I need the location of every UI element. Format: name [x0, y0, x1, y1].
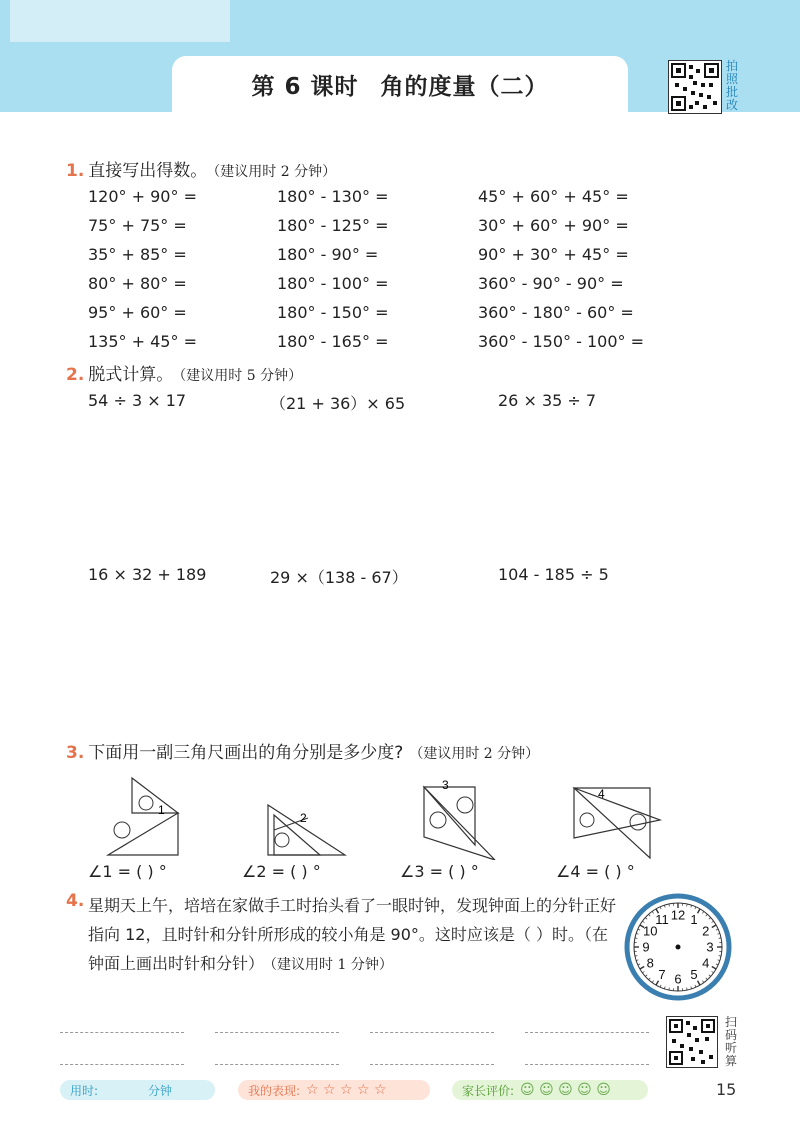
lesson-topic: 角的度量（二）	[380, 73, 549, 100]
clock-face[interactable]	[624, 893, 732, 1001]
clock-number: 5	[690, 967, 698, 983]
q1-item: 360° - 90° - 90° =	[478, 274, 624, 293]
parent-label: 家长评价:	[462, 1083, 515, 1098]
q1-item: 180° - 90° =	[277, 245, 379, 264]
qr-code-top[interactable]	[668, 60, 722, 114]
q2-heading: 2. 脱式计算。 （建议用时 5 分钟）	[66, 365, 303, 385]
clock-number: 6	[674, 971, 682, 987]
qr-code-bottom[interactable]	[666, 1016, 718, 1068]
q2-expression: 29 ×（138 - 67）	[270, 568, 408, 587]
header-accent	[10, 0, 230, 42]
q1-item: 180° - 165° =	[277, 332, 389, 351]
clock-number: 4	[702, 955, 710, 971]
q2-expression: 16 × 32 + 189	[88, 565, 207, 584]
q3-answer[interactable]: ∠3 = ( ) °	[400, 862, 479, 881]
q1-item: 30° + 60° + 90° =	[478, 216, 629, 235]
clock-number: 1	[690, 911, 698, 927]
q1-item: 360° - 180° - 60° =	[478, 303, 634, 322]
q1-item: 135° + 45° =	[88, 332, 197, 351]
writing-line	[60, 1064, 184, 1065]
q1-item: 180° - 125° =	[277, 216, 389, 235]
time-unit: 分钟	[148, 1083, 173, 1098]
page-number: 15	[716, 1080, 737, 1099]
writing-line	[215, 1032, 339, 1033]
triangle-figure-3	[420, 775, 505, 860]
performance-label: 我的表现:	[248, 1083, 301, 1098]
angle-label-2: 2	[300, 811, 307, 825]
q1-item: 45° + 60° + 45° =	[478, 187, 629, 206]
q4-number: 4.	[66, 891, 85, 911]
q3-heading: 3. 下面用一副三角尺画出的角分别是多少度? （建议用时 2 分钟）	[66, 743, 540, 763]
angle-label-1: 1	[158, 803, 165, 817]
triangle-figure-4	[570, 780, 665, 860]
q3-answer[interactable]: ∠2 = ( ) °	[242, 862, 321, 881]
clock-number: 3	[706, 939, 714, 955]
triangle-figure-1	[100, 770, 190, 860]
clock-number: 11	[655, 911, 669, 927]
q2-expression: 54 ÷ 3 × 17	[88, 391, 187, 410]
qr-top-caption: 拍照批改	[725, 59, 738, 112]
star-rating[interactable]: ☆ ☆ ☆ ☆ ☆	[306, 1082, 387, 1098]
angle-label-3: 3	[442, 778, 449, 792]
q1-item: 35° + 85° =	[88, 245, 187, 264]
q1-item: 120° + 90° =	[88, 187, 197, 206]
q2-expression: 26 × 35 ÷ 7	[498, 391, 597, 410]
q4-text: 星期天上午，培培在家做手工时抬头看了一眼时钟，发现钟面上的分针正好指向 12，且时针和分针所形成的较小角是 90°。这时应该是（ ）时。（在钟面上画出时针和分针） （建议用时 1 分钟）	[88, 896, 617, 973]
clock-number: 12	[670, 907, 686, 923]
q1-item: 180° - 150° =	[277, 303, 389, 322]
parent-evaluation	[452, 1080, 648, 1100]
writing-line	[525, 1064, 649, 1065]
q1-item: 95° + 60° =	[88, 303, 187, 322]
q2-expression: 104 - 185 ÷ 5	[498, 565, 609, 584]
q1-item: 90° + 30° + 45° =	[478, 245, 629, 264]
clock-number: 8	[646, 955, 654, 971]
clock-number: 7	[658, 967, 666, 983]
q1-item: 80° + 80° =	[88, 274, 187, 293]
clock-number: 9	[642, 939, 650, 955]
clock-number: 2	[702, 923, 710, 939]
writing-line	[370, 1064, 494, 1065]
q1-heading: 1. 直接写出得数。 （建议用时 2 分钟）	[66, 161, 337, 181]
writing-line	[60, 1032, 184, 1033]
clock-number: 10	[643, 923, 658, 939]
writing-line	[215, 1064, 339, 1065]
q3-answer[interactable]: ∠4 = ( ) °	[556, 862, 635, 881]
q3-answer[interactable]: ∠1 = ( ) °	[88, 862, 167, 881]
angle-label-4: 4	[598, 787, 605, 801]
lesson-title	[172, 56, 628, 112]
q1-item: 75° + 75° =	[88, 216, 187, 235]
smiley-rating[interactable]: ☺ ☺ ☺ ☺ ☺	[520, 1082, 611, 1098]
triangle-figure-2	[260, 800, 350, 860]
qr-bottom-caption: 扫码听算	[724, 1015, 737, 1068]
writing-line	[525, 1032, 649, 1033]
writing-line	[370, 1032, 494, 1033]
time-label: 用时:	[70, 1083, 99, 1098]
time-used	[60, 1080, 215, 1100]
q2-expression: （21 + 36）× 65	[270, 394, 406, 413]
q1-item: 180° - 100° =	[277, 274, 389, 293]
q1-item: 360° - 150° - 100° =	[478, 332, 644, 351]
lesson-number: 第 6 课时	[251, 73, 359, 100]
q1-item: 180° - 130° =	[277, 187, 389, 206]
my-performance	[238, 1080, 430, 1100]
